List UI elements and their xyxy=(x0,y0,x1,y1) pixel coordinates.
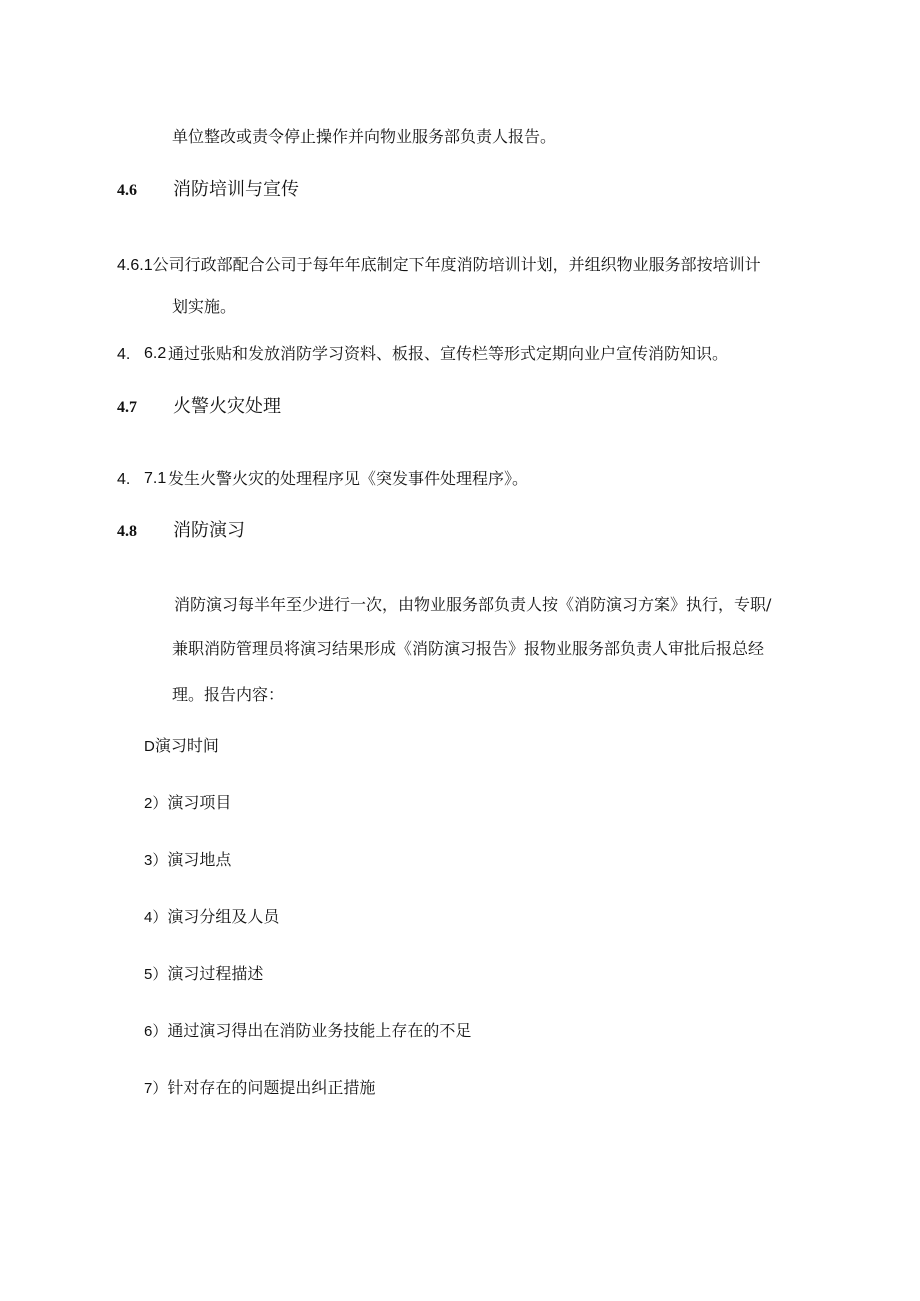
clause-number-part-a: 4. xyxy=(117,471,131,488)
list-marker: 6） xyxy=(144,1023,168,1040)
list-item-4 xyxy=(144,906,279,929)
section-title: 消防演习 xyxy=(173,520,245,541)
continued-paragraph: 单位整改或责令停止操作并向物业服务部负责人报告。 xyxy=(172,127,557,146)
section-title: 消防培训与宣传 xyxy=(173,179,299,200)
clause-4-7-1 xyxy=(117,468,529,491)
list-text: 演习地点 xyxy=(167,850,232,869)
section-number: 4.7 xyxy=(117,399,137,416)
clause-number-part-b: 7.1 xyxy=(144,470,167,487)
list-text: 通过演习得出在消防业务技能上存在的不足 xyxy=(167,1021,472,1040)
list-item-3 xyxy=(144,849,231,872)
list-marker: 2） xyxy=(144,795,168,812)
paragraph-line-2: 兼职消防管理员将演习结果形成《消防演习报告》报物业服务部负责人审批后报总经 xyxy=(172,639,765,658)
list-marker: 3） xyxy=(144,852,168,869)
list-marker: 4） xyxy=(144,909,168,926)
list-item-5 xyxy=(144,963,263,986)
clause-number-part-b: 6.2 xyxy=(144,345,167,362)
list-text: 演习项目 xyxy=(167,793,232,812)
list-item-2 xyxy=(144,792,231,815)
list-text: 针对存在的问题提出纠正措施 xyxy=(167,1078,376,1097)
clause-text: 通过张贴和发放消防学习资料、板报、宣传栏等形式定期向业户宣传消防知识。 xyxy=(168,344,729,363)
list-marker: 5） xyxy=(144,966,168,983)
section-heading-4-6 xyxy=(117,178,299,203)
paragraph-line-3: 理。报告内容： xyxy=(172,685,285,704)
clause-4-6-1-line-2: 划实施。 xyxy=(172,297,237,316)
list-marker: 7） xyxy=(144,1080,168,1097)
section-heading-4-8 xyxy=(117,519,245,544)
clause-4-6-1-line-1 xyxy=(117,254,761,277)
clause-text: 公司行政部配合公司于每年年底制定下年度消防培训计划，并组织物业服务部按培训计 xyxy=(152,255,761,274)
paragraph-line-1: 消防演习每半年至少进行一次，由物业服务部负责人按《消防演习方案》执行，专职/ xyxy=(174,595,772,614)
list-text: 演习分组及人员 xyxy=(167,907,280,926)
clause-number: 4.6.1 xyxy=(117,257,153,274)
list-marker: D xyxy=(144,738,155,755)
list-item-7 xyxy=(144,1077,375,1100)
list-item-6 xyxy=(144,1020,471,1043)
list-text: 演习过程描述 xyxy=(167,964,264,983)
clause-number-part-a: 4. xyxy=(117,346,131,363)
clause-4-6-2 xyxy=(117,343,729,366)
section-number: 4.8 xyxy=(117,523,137,540)
section-heading-4-7 xyxy=(117,395,281,420)
section-title: 火警火灾处理 xyxy=(173,396,281,417)
section-number: 4.6 xyxy=(117,182,137,199)
list-item-1 xyxy=(144,735,219,758)
clause-text: 发生火警火灾的处理程序见《突发事件处理程序》。 xyxy=(168,469,529,488)
list-text: 演习时间 xyxy=(154,736,219,755)
